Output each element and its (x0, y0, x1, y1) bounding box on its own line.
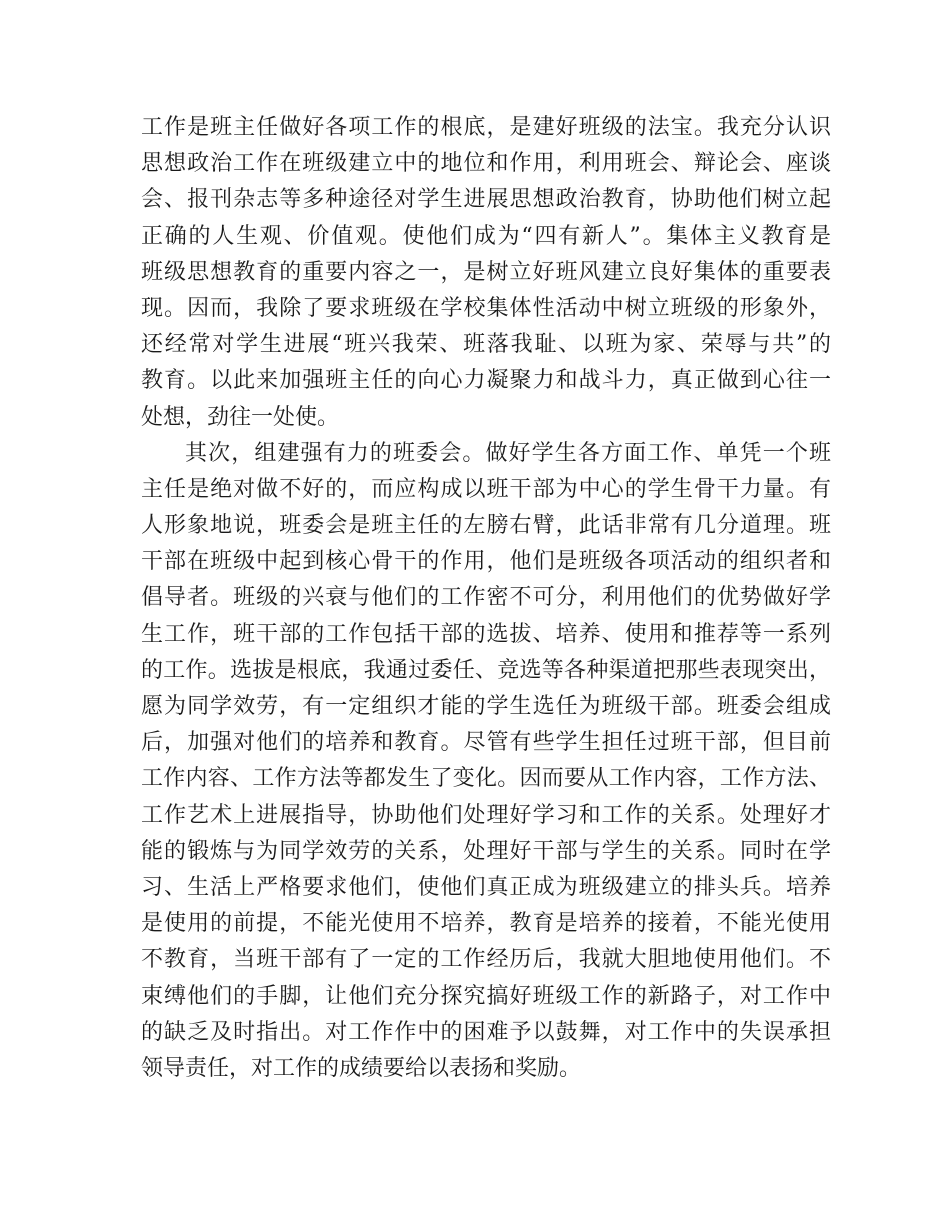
text-line: 主任是绝对做不好的，而应构成以班干部为中心的学生骨干力量。有 (141, 476, 831, 502)
text-line: 正确的人生观、价值观。使他们成为“四有新人”。集体主义教育是 (141, 223, 831, 249)
text-line: 倡导者。班级的兴衰与他们的工作密不可分，利用他们的优势做好学 (141, 585, 831, 611)
text-line: 人形象地说，班委会是班主任的左膀右臂，此话非常有几分道理。班 (141, 513, 831, 539)
text-line: 束缚他们的手脚，让他们充分探究搞好班级工作的新路子，对工作中 (141, 983, 831, 1009)
text-line: 处想，劲往一处使。 (141, 404, 340, 430)
text-line: 工作是班主任做好各项工作的根底，是建好班级的法宝。我充分认识 (141, 115, 831, 140)
text-line: 现。因而，我除了要求班级在学校集体性活动中树立班级的形象外， (141, 295, 831, 321)
text-line: 不教育，当班干部有了一定的工作经历后，我就大胆地使用他们。不 (141, 947, 831, 973)
paragraph-1 (141, 110, 831, 436)
paragraph-2 (141, 436, 831, 1087)
text-line: 教育。以此来加强班主任的向心力凝聚力和战斗力，真正做到心往一 (141, 368, 831, 394)
text-line: 领导责任，对工作的成绩要给以表扬和奖励。 (141, 1055, 582, 1081)
text-line: 班级思想教育的重要内容之一，是树立好班风建立良好集体的重要表 (141, 259, 831, 285)
body-text (141, 110, 831, 1087)
text-line: 愿为同学效劳，有一定组织才能的学生选任为班级干部。班委会组成 (141, 694, 831, 719)
text-line: 是使用的前提，不能光使用不培养，教育是培养的接着，不能光使用 (141, 911, 831, 937)
text-line: 干部在班级中起到核心骨干的作用，他们是班级各项活动的组织者和 (141, 549, 831, 575)
text-line: 思想政治工作在班级建立中的地位和作用，利用班会、辩论会、座谈 (141, 151, 831, 177)
text-line: 其次，组建强有力的班委会。做好学生各方面工作、单凭一个班 (185, 440, 831, 466)
text-line: 的缺乏及时指出。对工作作中的困难予以鼓舞，对工作中的失误承担 (141, 1019, 831, 1045)
text-line: 工作内容、工作方法等都发生了变化。因而要从工作内容，工作方法、 (141, 766, 831, 792)
text-line: 习、生活上严格要求他们，使他们真正成为班级建立的排头兵。培养 (141, 874, 831, 900)
text-line: 生工作，班干部的工作包括干部的选拔、培养、使用和推荐等一系列 (141, 621, 831, 647)
text-line: 工作艺术上进展指导，协助他们处理好学习和工作的关系。处理好才 (141, 802, 831, 828)
text-line: 的工作。选拔是根底，我通过委任、竞选等各种渠道把那些表现突出， (141, 657, 831, 683)
text-line: 能的锻炼与为同学效劳的关系，处理好干部与学生的关系。同时在学 (141, 838, 831, 864)
text-line: 后，加强对他们的培养和教育。尽管有些学生担任过班干部，但目前 (141, 730, 831, 756)
text-line: 还经常对学生进展“班兴我荣、班落我耻、以班为家、荣辱与共”的 (141, 332, 831, 358)
text-line: 会、报刊杂志等多种途径对学生进展思想政治教育，协助他们树立起 (141, 187, 831, 213)
